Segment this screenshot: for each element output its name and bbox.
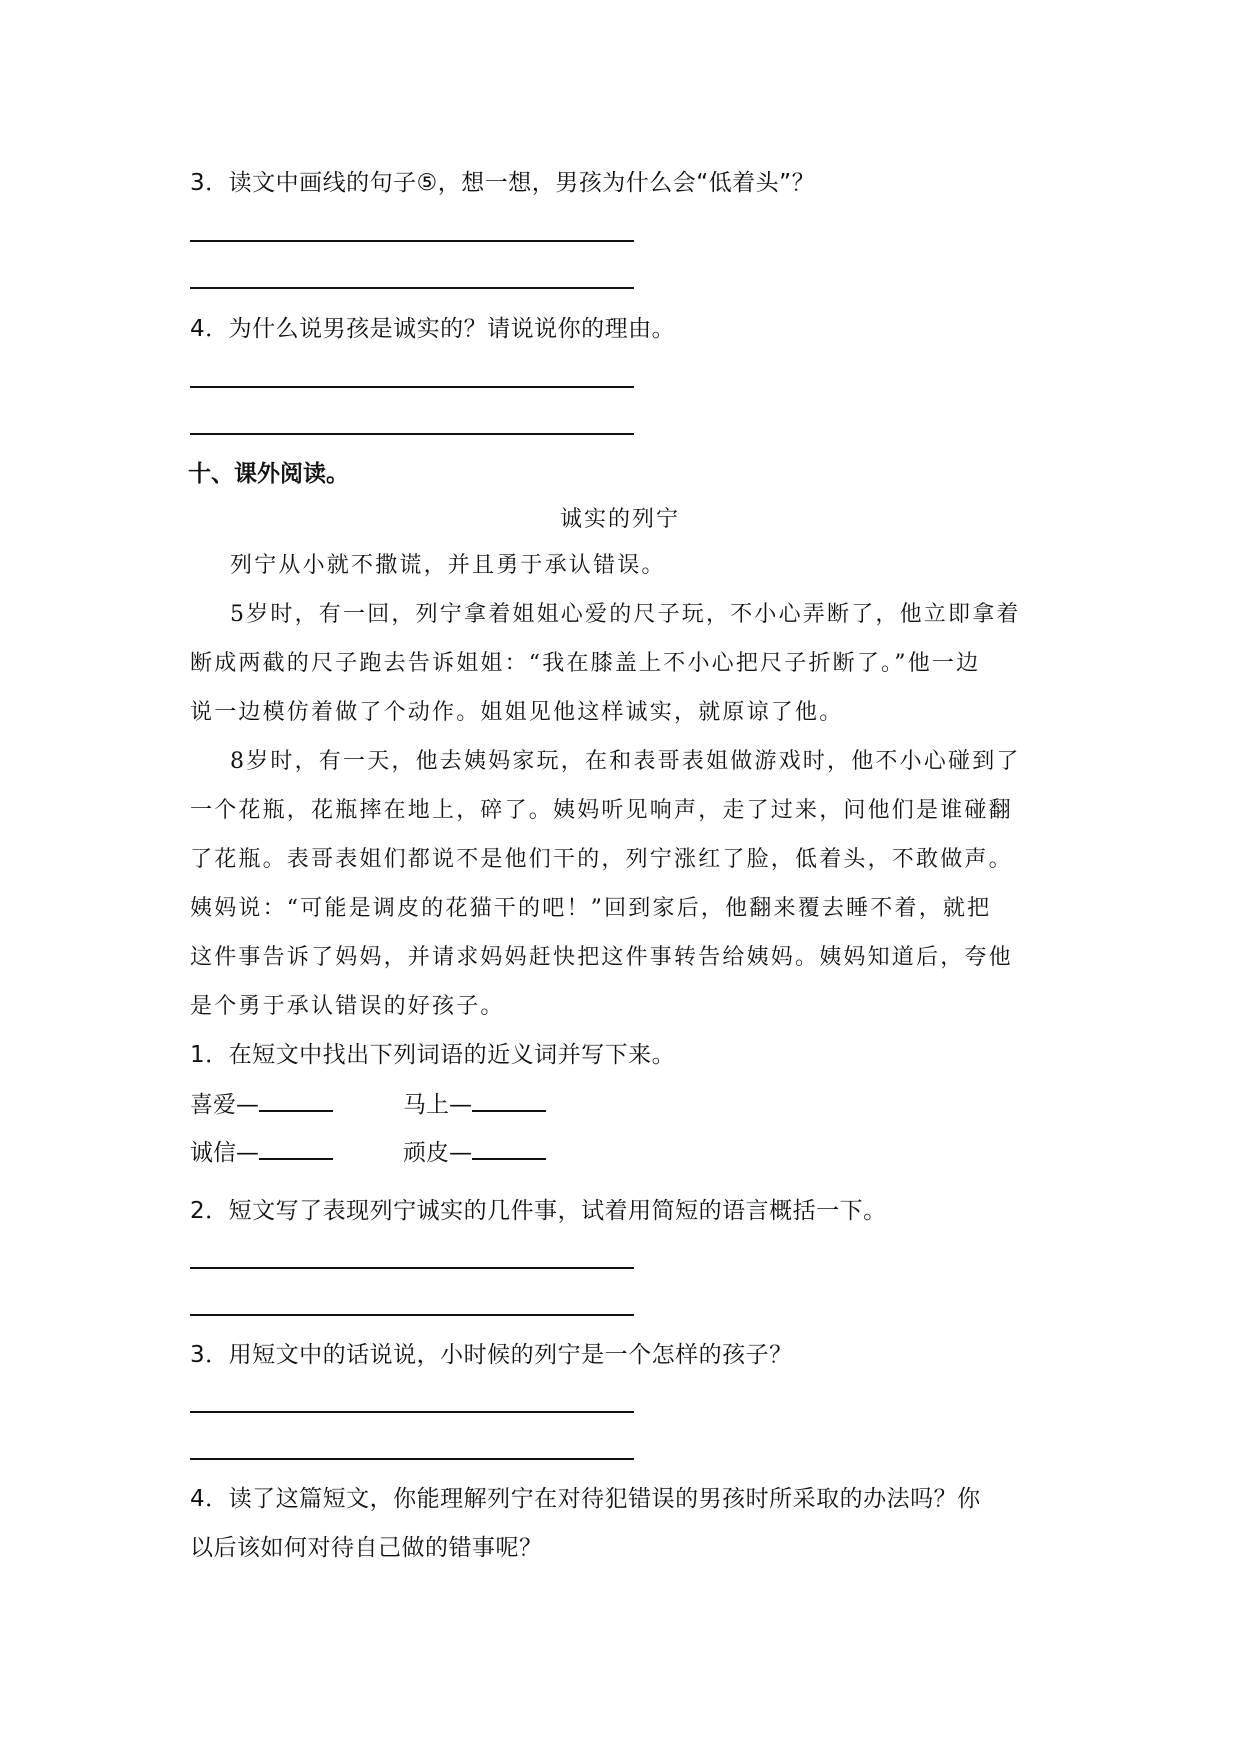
synonym-word: 马上— [403, 1092, 472, 1118]
question-4-text-cont: 以后该如何对待自己做的错事呢？ [190, 1535, 543, 1561]
passage-line: 姨妈说：“可能是调皮的花猫干的吧！”回到家后，他翻来覆去睡不着，就把 [190, 896, 992, 921]
passage-line: 5岁时，有一回，列宁拿着姐姐心爱的尺子玩，不小心弄断了，他立即拿着 [230, 602, 1021, 627]
passage-paragraph: 列宁从小就不撒谎，并且勇于承认错误。 [230, 553, 666, 578]
answer-line[interactable] [190, 433, 634, 435]
synonym-blank[interactable] [259, 1136, 333, 1160]
synonym-blank[interactable] [472, 1136, 546, 1160]
synonym-item [403, 1136, 546, 1168]
synonym-word: 顽皮— [403, 1140, 472, 1166]
answer-line[interactable] [190, 1411, 634, 1413]
passage-line: 是个勇于承认错误的好孩子。 [190, 994, 505, 1019]
synonym-item [190, 1088, 333, 1120]
passage-line: 说一边模仿着做了个动作。姐姐见他这样诚实，就原谅了他。 [190, 700, 844, 725]
question-1-text: 1．在短文中找出下列词语的近义词并写下来。 [190, 1042, 676, 1068]
answer-line[interactable] [190, 1314, 634, 1316]
synonym-item [190, 1136, 333, 1168]
passage-line: 这件事告诉了妈妈，并请求妈妈赶快把这件事转告给姨妈。姨妈知道后，夸他 [190, 945, 1013, 970]
answer-line[interactable] [190, 1267, 634, 1269]
synonym-blank[interactable] [472, 1088, 546, 1112]
passage-line: 了花瓶。表哥表姐们都说不是他们干的，列宁涨红了脸，低着头，不敢做声。 [190, 847, 1013, 872]
answer-line[interactable] [190, 386, 634, 388]
passage-line: 8岁时，有一天，他去姨妈家玩，在和表哥表姐做游戏时，他不小心碰到了 [230, 749, 1021, 774]
question-4-text: 4．为什么说男孩是诚实的？请说说你的理由。 [190, 316, 676, 342]
passage-title: 诚实的列宁 [560, 507, 681, 532]
answer-line[interactable] [190, 1458, 634, 1460]
synonym-item [403, 1088, 546, 1120]
section-heading: 十、课外阅读。 [188, 461, 349, 487]
synonym-word: 诚信— [190, 1140, 259, 1166]
synonym-blank[interactable] [259, 1088, 333, 1112]
question-3-text: 3．用短文中的话说说，小时候的列宁是一个怎样的孩子？ [190, 1342, 793, 1368]
answer-line[interactable] [190, 240, 634, 242]
passage-line: 断成两截的尺子跑去告诉姐姐：“我在膝盖上不小心把尺子折断了。”他一边 [190, 651, 981, 676]
synonym-word: 喜爱— [190, 1092, 259, 1118]
question-4-text: 4．读了这篇短文，你能理解列宁在对待犯错误的男孩时所采取的办法吗？你 [190, 1486, 981, 1512]
passage-line: 一个花瓶，花瓶摔在地上，碎了。姨妈听见响声，走了过来，问他们是谁碰翻 [190, 798, 1013, 823]
question-2-text: 2．短文写了表现列宁诚实的几件事，试着用简短的语言概括一下。 [190, 1198, 887, 1224]
answer-line[interactable] [190, 287, 634, 289]
question-3-text: 3．读文中画线的句子⑤，想一想，男孩为什么会“低着头”？ [190, 170, 816, 196]
